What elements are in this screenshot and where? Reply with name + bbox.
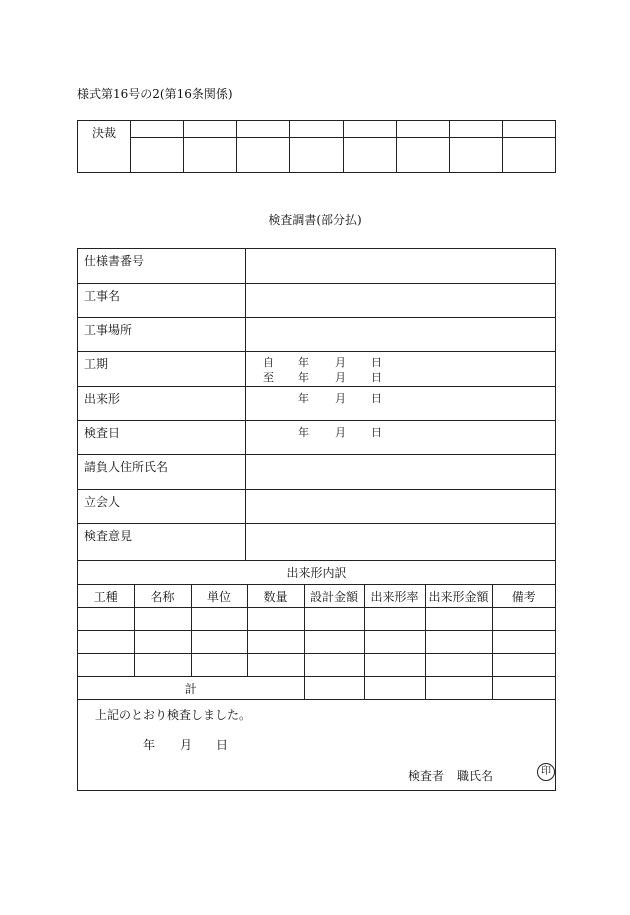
- table-cell[interactable]: [191, 608, 247, 631]
- column-header: 名称: [134, 585, 191, 608]
- field-work-name: [78, 284, 555, 318]
- table-cell[interactable]: [247, 654, 304, 677]
- table-cell[interactable]: [247, 631, 304, 654]
- approval-stamp-cell[interactable]: [343, 121, 396, 138]
- field-label: 工事場所: [84, 323, 133, 337]
- field-label: 工期: [84, 357, 109, 371]
- column-header: 工種: [78, 585, 134, 608]
- inspection-statement: 上記のとおり検査しました。: [95, 708, 252, 722]
- column-header: 備考: [492, 585, 555, 608]
- approval-stamp-cell[interactable]: [290, 138, 343, 173]
- field-inspection-date: [78, 421, 555, 455]
- table-cell[interactable]: [492, 608, 555, 631]
- field-label: 仕様書番号: [84, 254, 145, 268]
- table-cell[interactable]: [191, 631, 247, 654]
- inspection-form: [77, 248, 556, 791]
- column-header: 単位: [191, 585, 247, 608]
- date-month: 月: [335, 392, 346, 405]
- table-cell[interactable]: [425, 654, 492, 677]
- table-cell[interactable]: [425, 677, 492, 700]
- field-witness: [78, 490, 555, 524]
- date-day: 日: [371, 371, 382, 384]
- table-cell[interactable]: [304, 654, 364, 677]
- breakdown-table: [78, 585, 555, 700]
- approval-stamp-cell[interactable]: [502, 138, 555, 173]
- table-cell[interactable]: [492, 654, 555, 677]
- date-day: 日: [371, 392, 382, 405]
- table-cell[interactable]: [78, 608, 134, 631]
- field-construction-period: [78, 352, 555, 387]
- approval-stamp-cell[interactable]: [237, 138, 290, 173]
- column-header: 設計金額: [304, 585, 364, 608]
- field-label: 検査意見: [84, 529, 133, 543]
- date-month: 月: [335, 426, 346, 439]
- field-label: 立会人: [84, 495, 121, 509]
- table-cell[interactable]: [492, 631, 555, 654]
- table-cell[interactable]: [134, 631, 191, 654]
- date-year: 年: [298, 392, 309, 405]
- table-row: [78, 608, 555, 631]
- date-year: 年: [298, 356, 309, 369]
- position-name-label: 職氏名: [457, 769, 494, 783]
- field-work-location: [78, 318, 555, 352]
- document-title: 検査調書(部分払): [268, 213, 362, 227]
- date-year: 年: [298, 371, 309, 384]
- inspector-label: 検査者: [408, 769, 445, 783]
- approval-stamp-cell[interactable]: [343, 138, 396, 173]
- breakdown-title: 出来形内訳: [78, 561, 555, 585]
- form-number: 様式第16号の2(第16条関係): [77, 87, 233, 101]
- table-cell[interactable]: [364, 654, 425, 677]
- date-day: 日: [371, 356, 382, 369]
- table-cell[interactable]: [134, 608, 191, 631]
- date-from: 自: [263, 356, 274, 369]
- table-cell[interactable]: [78, 631, 134, 654]
- table-cell[interactable]: [364, 631, 425, 654]
- signature-date-day: 日: [216, 738, 229, 752]
- table-row: [78, 631, 555, 654]
- total-row: [78, 677, 555, 700]
- field-contractor: [78, 455, 555, 490]
- table-cell[interactable]: [247, 608, 304, 631]
- field-completed-work: [78, 387, 555, 421]
- table-cell[interactable]: [304, 608, 364, 631]
- table-cell[interactable]: [191, 654, 247, 677]
- approval-label: 決裁: [78, 121, 131, 173]
- column-header: 出来形金額: [425, 585, 492, 608]
- field-label: 請負人住所氏名: [84, 460, 169, 474]
- approval-stamp-cell[interactable]: [131, 121, 184, 138]
- table-cell[interactable]: [134, 654, 191, 677]
- approval-stamp-cell[interactable]: [184, 121, 237, 138]
- table-cell[interactable]: [304, 631, 364, 654]
- table-cell[interactable]: [364, 608, 425, 631]
- approval-stamp-cell[interactable]: [290, 121, 343, 138]
- column-header: 出来形率: [364, 585, 425, 608]
- approval-stamp-cell[interactable]: [449, 121, 502, 138]
- approval-stamp-cell[interactable]: [396, 121, 449, 138]
- date-to: 至: [263, 371, 274, 384]
- approval-stamp-cell[interactable]: [131, 138, 184, 173]
- date-month: 月: [335, 356, 346, 369]
- approval-stamp-cell[interactable]: [237, 121, 290, 138]
- table-row: [78, 654, 555, 677]
- table-cell[interactable]: [78, 654, 134, 677]
- breakdown-header-row: [78, 585, 555, 608]
- seal-icon: 印: [537, 763, 555, 781]
- approval-box: [77, 120, 556, 173]
- table-cell[interactable]: [425, 631, 492, 654]
- approval-stamp-cell[interactable]: [449, 138, 502, 173]
- signature-date-month: 月: [180, 738, 193, 752]
- table-cell[interactable]: [425, 608, 492, 631]
- signature-date-year: 年: [143, 738, 156, 752]
- date-day: 日: [371, 426, 382, 439]
- date-year: 年: [298, 426, 309, 439]
- approval-stamp-cell[interactable]: [184, 138, 237, 173]
- field-spec-number: [78, 249, 555, 284]
- date-month: 月: [335, 371, 346, 384]
- field-label: 工事名: [84, 289, 121, 303]
- table-cell[interactable]: [364, 677, 425, 700]
- approval-stamp-cell[interactable]: [396, 138, 449, 173]
- table-cell[interactable]: [304, 677, 364, 700]
- approval-stamp-cell[interactable]: [502, 121, 555, 138]
- field-label: 出来形: [84, 392, 121, 406]
- column-header: 数量: [247, 585, 304, 608]
- field-inspection-opinion: [78, 524, 555, 561]
- total-label: 計: [78, 677, 304, 700]
- field-label: 検査日: [84, 426, 121, 440]
- table-cell[interactable]: [492, 677, 555, 700]
